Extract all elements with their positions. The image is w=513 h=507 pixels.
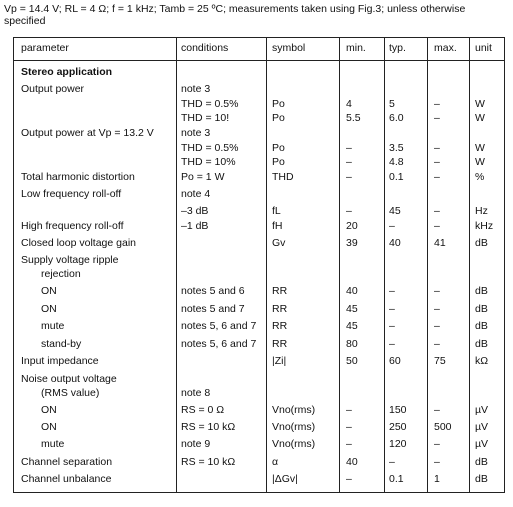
conditions-cell: notes 5, 6 and 7 bbox=[181, 320, 257, 332]
symbol-cell: Gv bbox=[272, 237, 286, 249]
column-header-typ: typ. bbox=[389, 42, 406, 54]
parameter-cell: Low frequency roll-off bbox=[21, 188, 122, 200]
typ-cell: 40 bbox=[389, 237, 401, 249]
table-row bbox=[0, 65, 513, 79]
conditions-cell: THD = 0.5% bbox=[181, 98, 239, 110]
conditions-cell: note 9 bbox=[181, 438, 211, 450]
unit-cell: W bbox=[475, 112, 485, 124]
conditions-cell: THD = 0.5% bbox=[181, 142, 239, 154]
typ-cell: 250 bbox=[389, 421, 407, 433]
parameter-cell: Channel unbalance bbox=[21, 473, 112, 485]
min-cell: – bbox=[346, 205, 352, 217]
parameter-cell: Noise output voltage bbox=[21, 373, 117, 385]
table-row bbox=[0, 253, 513, 267]
table-row bbox=[0, 302, 513, 316]
parameter-cell: Input impedance bbox=[21, 355, 99, 367]
table-row bbox=[0, 155, 513, 169]
parameter-cell: ON bbox=[41, 404, 57, 416]
symbol-cell: RR bbox=[272, 320, 288, 332]
min-cell: – bbox=[346, 171, 352, 183]
parameter-cell: Channel separation bbox=[21, 456, 113, 468]
parameter-cell: Stereo application bbox=[21, 66, 113, 78]
symbol-cell: Po bbox=[272, 98, 285, 110]
min-cell: – bbox=[346, 404, 352, 416]
conditions-cell: –3 dB bbox=[181, 205, 209, 217]
table-row bbox=[0, 267, 513, 281]
unit-cell: % bbox=[475, 171, 485, 183]
typ-cell: 0.1 bbox=[389, 171, 404, 183]
unit-cell: dB bbox=[475, 473, 488, 485]
typ-cell: 60 bbox=[389, 355, 401, 367]
parameter-cell: ON bbox=[41, 303, 57, 315]
table-row bbox=[0, 187, 513, 201]
conditions-cell: Po = 1 W bbox=[181, 171, 225, 183]
unit-cell: W bbox=[475, 156, 485, 168]
symbol-cell: |Zi| bbox=[272, 355, 287, 367]
symbol-cell: THD bbox=[272, 171, 294, 183]
parameter-cell: High frequency roll-off bbox=[21, 220, 124, 232]
parameter-cell: ON bbox=[41, 421, 57, 433]
symbol-cell: Po bbox=[272, 112, 285, 124]
table-row bbox=[0, 420, 513, 434]
parameter-cell: Total harmonic distortion bbox=[21, 171, 135, 183]
parameter-cell: mute bbox=[41, 438, 65, 450]
table-row bbox=[0, 354, 513, 368]
table-row bbox=[0, 111, 513, 125]
min-cell: 5.5 bbox=[346, 112, 361, 124]
max-cell: – bbox=[434, 156, 440, 168]
unit-cell: dB bbox=[475, 303, 488, 315]
min-cell: 39 bbox=[346, 237, 358, 249]
max-cell: 1 bbox=[434, 473, 440, 485]
unit-cell: Hz bbox=[475, 205, 488, 217]
table-row bbox=[0, 403, 513, 417]
symbol-cell: fL bbox=[272, 205, 281, 217]
parameter-cell: mute bbox=[41, 320, 65, 332]
typ-cell: 150 bbox=[389, 404, 407, 416]
min-cell: 80 bbox=[346, 338, 358, 350]
unit-cell: µV bbox=[475, 404, 489, 416]
conditions-cell: note 3 bbox=[181, 83, 211, 95]
min-cell: – bbox=[346, 156, 352, 168]
min-cell: 20 bbox=[346, 220, 358, 232]
min-cell: 4 bbox=[346, 98, 352, 110]
symbol-cell: Po bbox=[272, 142, 285, 154]
unit-cell: dB bbox=[475, 320, 488, 332]
symbol-cell: Po bbox=[272, 156, 285, 168]
symbol-cell: RR bbox=[272, 338, 288, 350]
min-cell: – bbox=[346, 473, 352, 485]
max-cell: – bbox=[434, 285, 440, 297]
table-row bbox=[0, 236, 513, 250]
conditions-header: Vp = 14.4 V; RL = 4 Ω; f = 1 kHz; Tamb = 25 ºC; measurements taken using Fig.3; unless otherwise specified bbox=[4, 3, 466, 27]
symbol-cell: Vno(rms) bbox=[272, 421, 316, 433]
symbol-cell: RR bbox=[272, 303, 288, 315]
parameter-cell: rejection bbox=[41, 268, 81, 280]
table-row bbox=[0, 219, 513, 233]
conditions-cell: note 4 bbox=[181, 188, 211, 200]
typ-cell: – bbox=[389, 338, 395, 350]
conditions-cell: notes 5, 6 and 7 bbox=[181, 338, 257, 350]
typ-cell: 0.1 bbox=[389, 473, 404, 485]
min-cell: – bbox=[346, 421, 352, 433]
typ-cell: 120 bbox=[389, 438, 407, 450]
column-header-parameter: parameter bbox=[21, 42, 69, 54]
table-row bbox=[0, 204, 513, 218]
column-header-max: max. bbox=[434, 42, 457, 54]
typ-cell: 45 bbox=[389, 205, 401, 217]
typ-cell: 6.0 bbox=[389, 112, 404, 124]
typ-cell: – bbox=[389, 456, 395, 468]
table-row bbox=[0, 372, 513, 386]
symbol-cell: fH bbox=[272, 220, 283, 232]
typ-cell: – bbox=[389, 303, 395, 315]
conditions-cell: RS = 10 kΩ bbox=[181, 421, 236, 433]
table-row bbox=[0, 97, 513, 111]
unit-cell: kΩ bbox=[475, 355, 489, 367]
max-cell: – bbox=[434, 142, 440, 154]
max-cell: – bbox=[434, 303, 440, 315]
max-cell: 75 bbox=[434, 355, 446, 367]
min-cell: – bbox=[346, 142, 352, 154]
min-cell: 50 bbox=[346, 355, 358, 367]
unit-cell: µV bbox=[475, 438, 489, 450]
table-row bbox=[0, 472, 513, 486]
conditions-cell: notes 5 and 6 bbox=[181, 285, 245, 297]
parameter-cell: (RMS value) bbox=[41, 387, 100, 399]
max-cell: – bbox=[434, 205, 440, 217]
max-cell: 500 bbox=[434, 421, 452, 433]
conditions-cell: notes 5 and 7 bbox=[181, 303, 245, 315]
max-cell: – bbox=[434, 320, 440, 332]
unit-cell: W bbox=[475, 142, 485, 154]
parameter-cell: Output power bbox=[21, 83, 85, 95]
min-cell: 45 bbox=[346, 320, 358, 332]
max-cell: – bbox=[434, 404, 440, 416]
parameter-cell: stand-by bbox=[41, 338, 82, 350]
max-cell: – bbox=[434, 171, 440, 183]
table-row bbox=[0, 319, 513, 333]
symbol-cell: |ΔGv| bbox=[272, 473, 298, 485]
typ-cell: – bbox=[389, 320, 395, 332]
column-header-conditions: conditions bbox=[181, 42, 229, 54]
symbol-cell: RR bbox=[272, 285, 288, 297]
typ-cell: 3.5 bbox=[389, 142, 404, 154]
min-cell: 40 bbox=[346, 456, 358, 468]
min-cell: – bbox=[346, 438, 352, 450]
table-row bbox=[0, 337, 513, 351]
conditions-cell: note 8 bbox=[181, 387, 211, 399]
table-row bbox=[0, 126, 513, 140]
conditions-cell: THD = 10% bbox=[181, 156, 236, 168]
max-cell: 41 bbox=[434, 237, 446, 249]
table-row bbox=[0, 82, 513, 96]
column-header-symbol: symbol bbox=[272, 42, 306, 54]
parameter-cell: ON bbox=[41, 285, 57, 297]
table-row bbox=[0, 437, 513, 451]
conditions-cell: RS = 0 Ω bbox=[181, 404, 225, 416]
symbol-cell: Vno(rms) bbox=[272, 404, 316, 416]
unit-cell: kHz bbox=[475, 220, 494, 232]
min-cell: 40 bbox=[346, 285, 358, 297]
conditions-cell: RS = 10 kΩ bbox=[181, 456, 236, 468]
column-header-min: min. bbox=[346, 42, 366, 54]
table-row bbox=[0, 386, 513, 400]
table-row bbox=[0, 284, 513, 298]
unit-cell: µV bbox=[475, 421, 489, 433]
min-cell: 45 bbox=[346, 303, 358, 315]
column-header-unit: unit bbox=[475, 42, 492, 54]
symbol-cell: α bbox=[272, 456, 279, 468]
max-cell: – bbox=[434, 438, 440, 450]
header-divider bbox=[13, 60, 505, 61]
max-cell: – bbox=[434, 456, 440, 468]
unit-cell: dB bbox=[475, 456, 488, 468]
table-row bbox=[0, 141, 513, 155]
typ-cell: 4.8 bbox=[389, 156, 404, 168]
parameter-cell: Output power at Vp = 13.2 V bbox=[21, 127, 154, 139]
max-cell: – bbox=[434, 112, 440, 124]
table-row bbox=[0, 170, 513, 184]
max-cell: – bbox=[434, 338, 440, 350]
typ-cell: 5 bbox=[389, 98, 395, 110]
max-cell: – bbox=[434, 98, 440, 110]
parameter-cell: Closed loop voltage gain bbox=[21, 237, 136, 249]
typ-cell: – bbox=[389, 220, 395, 232]
conditions-cell: note 3 bbox=[181, 127, 211, 139]
unit-cell: dB bbox=[475, 338, 488, 350]
conditions-cell: THD = 10! bbox=[181, 112, 230, 124]
conditions-cell: –1 dB bbox=[181, 220, 209, 232]
unit-cell: W bbox=[475, 98, 485, 110]
parameter-cell: Supply voltage ripple bbox=[21, 254, 119, 266]
unit-cell: dB bbox=[475, 285, 488, 297]
unit-cell: dB bbox=[475, 237, 488, 249]
max-cell: – bbox=[434, 220, 440, 232]
typ-cell: – bbox=[389, 285, 395, 297]
table-row bbox=[0, 455, 513, 469]
symbol-cell: Vno(rms) bbox=[272, 438, 316, 450]
